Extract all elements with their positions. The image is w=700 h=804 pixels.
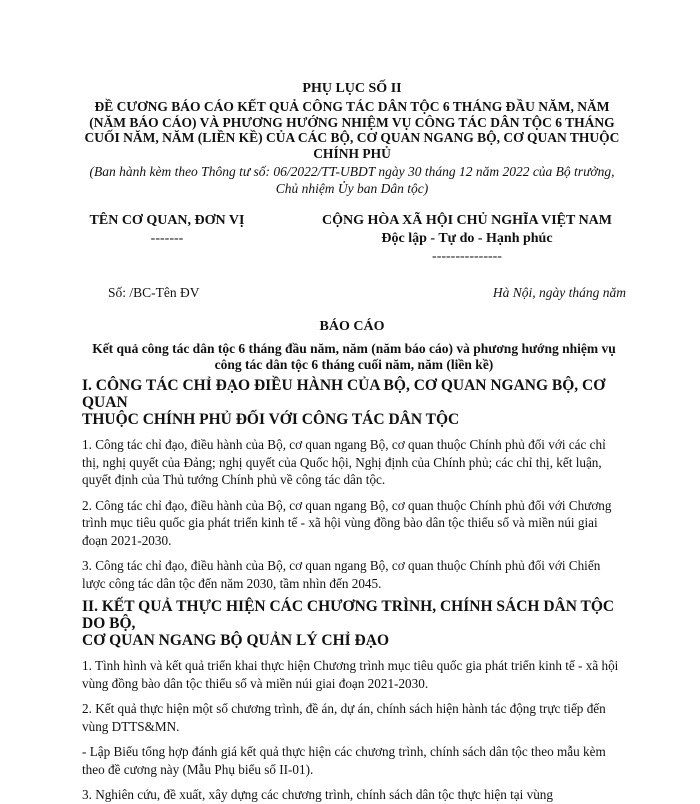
section-heading-line: CƠ QUAN NGANG BỘ QUẢN LÝ CHỈ ĐẠO [82,632,389,649]
paragraph: - Lập Biểu tổng hợp đánh giá kết quả thực hiện các chương trình, chính sách dân tộc theo mẫu kèm theo đề cương này (Mẫu Phụ biểu số II-01). [82,744,606,777]
appendix-title: PHỤ LỤC SỐ II [302,81,402,96]
agency-name: TÊN CƠ QUAN, ĐƠN VỊ [89,213,245,228]
section-heading [82,377,622,428]
report-subtitle-line: Kết quả công tác dân tộc 6 tháng đầu năm, năm (năm báo cáo) và phương hướng nhiệm vụ [92,341,616,356]
issued-note-line: Chủ nhiệm Ủy ban Dân tộc) [275,181,429,196]
appendix-heading-line: CUỐI NĂM, NĂM (LIỀN KỀ) CỦA CÁC BỘ, CƠ QUAN NGANG BỘ, CƠ QUAN THUỘC [84,130,620,145]
report-subtitle [80,341,628,373]
paragraph: 3. Công tác chỉ đạo, điều hành của Bộ, cơ quan ngang Bộ, cơ quan thuộc Chính phủ đối với Chiến lược công tác dân tộc đến năm 2030, tầm nhìn đến 2045. [82,558,601,591]
paragraph: 3. Nghiên cứu, đề xuất, xây dựng các chương trình, chính sách dân tộc thực hiện tại vùng [82,787,553,802]
motto: Độc lập - Tự do - Hạnh phúc [381,231,553,246]
appendix-heading [82,99,622,161]
section-heading [82,598,622,649]
section-heading-line: II. KẾT QUẢ THỰC HIỆN CÁC CHƯƠNG TRÌNH, CHÍNH SÁCH DÂN TỘC DO BỘ, [82,598,615,632]
paragraph: 1. Tình hình và kết quả triển khai thực hiện Chương trình mục tiêu quốc gia phát triển kinh tế - xã hội vùng đồng bào dân tộc thiểu số và miền núi giai đoạn 2021-2030. [82,658,619,691]
section-heading-line: I. CÔNG TÁC CHỈ ĐẠO ĐIỀU HÀNH CỦA BỘ, CƠ QUAN NGANG BỘ, CƠ QUAN [82,377,606,411]
agency-rule: ------- [150,231,184,246]
motto-rule: --------------- [432,249,502,264]
appendix-heading-line: CHÍNH PHỦ [313,145,391,161]
place-date: Hà Nội, ngày tháng năm [492,285,626,300]
section-heading-line: THUỘC CHÍNH PHỦ ĐỐI VỚI CÔNG TÁC DÂN TỘC [82,411,460,428]
appendix-heading-line: (NĂM BÁO CÁO) VÀ PHƯƠNG HƯỚNG NHIỆM VỤ CÔNG TÁC DÂN TỘC 6 THÁNG [89,114,615,130]
issued-note-line: (Ban hành kèm theo Thông tư số: 06/2022/TT-UBDT ngày 30 tháng 12 năm 2022 của Bộ trưởng, [89,164,615,179]
paragraph: 2. Kết quả thực hiện một số chương trình, đề án, dự án, chính sách hiện hành tác động trực tiếp đến vùng DTTS&MN. [82,701,606,734]
agency-block [72,212,262,266]
document-page [82,80,626,804]
nation-block [302,212,632,266]
document-number: Số: /BC-Tên ĐV [108,285,200,300]
paragraph: 1. Công tác chỉ đạo, điều hành của Bộ, cơ quan ngang Bộ, cơ quan thuộc Chính phủ đối với các chỉ thị, nghị quyết của Đảng; nghị quyết của Quốc hội, Nghị định của Chính phủ; các chỉ thị, kết luận, quyết định của Thủ tướng Chính phủ về công tác dân tộc. [82,437,606,487]
appendix-heading-line: ĐỀ CƯƠNG BÁO CÁO KẾT QUẢ CÔNG TÁC DÂN TỘC 6 THÁNG ĐẦU NĂM, NĂM [94,99,610,114]
report-subtitle-line: công tác dân tộc 6 tháng cuối năm, năm (liền kề) [214,357,494,372]
issued-note [82,163,622,197]
reference-row [82,284,626,302]
paragraph: 2. Công tác chỉ đạo, điều hành của Bộ, cơ quan ngang Bộ, cơ quan thuộc Chính phủ đối với Chương trình mục tiêu quốc gia phát triển kinh tế - xã hội vùng đồng bào dân tộc thiểu số và miền núi giai đoạn 2021-2030. [82,497,612,548]
nation-name: CỘNG HÒA XÃ HỘI CHỦ NGHĨA VIỆT NAM [321,213,612,228]
report-title: BÁO CÁO [319,319,385,334]
document-header [82,212,622,266]
